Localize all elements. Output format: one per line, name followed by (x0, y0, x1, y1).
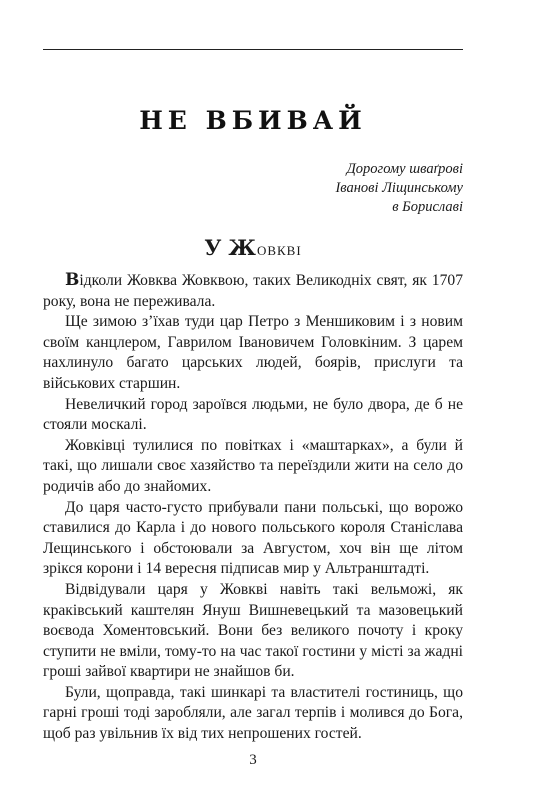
section-title-rest: овкві (256, 239, 302, 259)
paragraph: Жовківці тулилися по повітках і «маштарках», а були й такі, що лишали своє хазяйство та переїздили жити на село до родичів або до знайомих. (43, 436, 463, 495)
section-title (43, 235, 463, 261)
paragraph: Були, щоправда, такі шинкарі та властителі гостиниць, що гарні гроші тоді заробляли, але загал терпів і молився до Бога, щоб раз увільнив їх від тих непрошених гостей. (43, 683, 463, 743)
section-title-initial: У (204, 235, 223, 260)
paragraph: Відколи Жовква Жовквою, таких Великодніх свят, як 1707 року, вона не переживала. (43, 270, 463, 310)
body-text (43, 270, 463, 745)
dedication (335, 160, 463, 217)
paragraph: До царя часто-густо прибували пани польські, що ворожо ставилися до Карла і до нового польського короля Станіслава Лещинського і обстоювали за Августом, хоч він ще літом зрікся корони і 14 вересня підписав мир у Альтранштадті. (43, 498, 463, 578)
paragraph: Ще зимою з’їхав туди цар Петро з Меншиковим і з новим своїм канцлером, Гаврилом Івановичем Головкіним. З царем нахлинуло багато царських людей, боярів, прислуги та військових старшин. (43, 313, 463, 392)
top-rule (43, 49, 463, 50)
dedication-line: Дорогому шваґрові (346, 161, 463, 177)
dedication-line: в Бориславі (392, 199, 463, 215)
paragraph: Невеличкий город зароївся людьми, не було двора, де б не стояли москалі. (43, 395, 463, 434)
dedication-line: Іванові Ліщинському (335, 180, 463, 196)
section-title-capital: Ж (228, 235, 257, 260)
page-number: 3 (249, 752, 257, 768)
paragraph: Відвідували царя у Жовкві навіть такі вельможі, як краківський каштелян Януш Вишневецький та мазовецький воєвода Хоментовський. Вони без великого почоту і кроку ступити не вміли, тому-то на час такої гостини у місті за жадні гроші зайвої квартири не знайшов би. (43, 580, 463, 681)
drop-cap: В (65, 270, 80, 290)
chapter-title: НЕ ВБИВАЙ (139, 106, 367, 135)
